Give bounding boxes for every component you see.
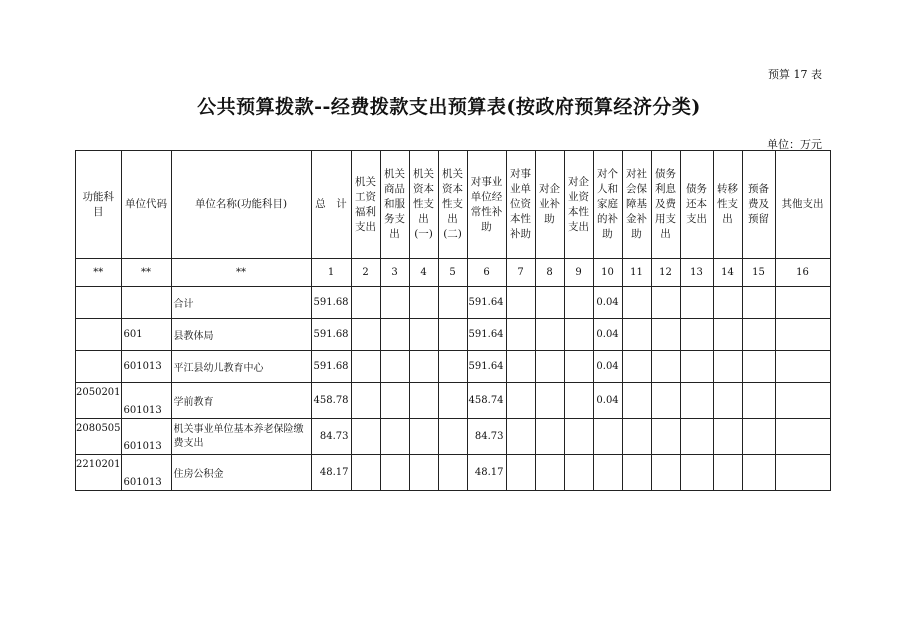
header-row — [76, 151, 831, 259]
header-cell: 债务 利息 及费 用支 出 — [651, 151, 680, 259]
header-cell: 单位代码 — [121, 151, 171, 259]
total-cell: 84.73 — [311, 419, 351, 455]
table-row — [76, 419, 831, 455]
personal-subsidy-cell — [593, 419, 622, 455]
unit-code-cell: 601013 — [121, 419, 171, 455]
index-cell: 10 — [593, 259, 622, 287]
total-cell: 458.78 — [311, 383, 351, 419]
unit-name-cell: 学前教育 — [171, 383, 311, 419]
func-code-cell — [76, 319, 122, 351]
total-cell: 591.68 — [311, 351, 351, 383]
subsidy-cell: 458.74 — [467, 383, 506, 419]
total-cell: 48.17 — [311, 455, 351, 491]
func-code-cell: 2210201 — [76, 455, 122, 491]
unit-code-cell: 601013 — [121, 383, 171, 419]
unit-code-cell: 601013 — [121, 351, 171, 383]
header-cell: 机关 工资 福利 支出 — [351, 151, 380, 259]
func-code-cell — [76, 351, 122, 383]
subsidy-cell: 591.64 — [467, 319, 506, 351]
func-code-cell: 2050201 — [76, 383, 122, 419]
header-cell: 对事 业单位资 本性 补助 — [506, 151, 535, 259]
index-cell: 16 — [775, 259, 830, 287]
header-cell: 机关 商品 和服 务支 出 — [380, 151, 409, 259]
index-cell: 1 — [311, 259, 351, 287]
table-number: 预算 17 表 — [768, 68, 822, 81]
header-cell: 单位名称(功能科目) — [171, 151, 311, 259]
index-cell: ** — [121, 259, 171, 287]
unit-name-cell: 机关事业单位基本养老保险缴费支出 — [171, 419, 311, 455]
header-cell: 对社 会保 障基 金补 助 — [622, 151, 651, 259]
index-cell: 6 — [467, 259, 506, 287]
index-cell: 13 — [680, 259, 713, 287]
personal-subsidy-cell: 0.04 — [593, 383, 622, 419]
budget-table — [75, 150, 831, 491]
func-code-cell: 2080505 — [76, 419, 122, 455]
index-cell: 2 — [351, 259, 380, 287]
index-cell: 14 — [713, 259, 742, 287]
index-cell: 9 — [564, 259, 593, 287]
table-row — [76, 383, 831, 419]
header-cell: 其他支出 — [775, 151, 830, 259]
page-title: 公共预算拨款--经费拨款支出预算表(按政府预算经济分类) — [197, 96, 701, 118]
header-cell: 对企 业资 本性 支出 — [564, 151, 593, 259]
unit-code-cell — [121, 287, 171, 319]
index-cell: 4 — [409, 259, 438, 287]
unit-code-cell: 601013 — [121, 455, 171, 491]
header-cell: 机关 资本 性支 出 (一) — [409, 151, 438, 259]
func-code-cell — [76, 287, 122, 319]
header-cell: 机关 资本 性支 出 (二) — [438, 151, 467, 259]
index-cell: 11 — [622, 259, 651, 287]
unit-label: 单位：万元 — [767, 138, 822, 151]
header-cell: 对个 人和 家庭 的补 助 — [593, 151, 622, 259]
unit-name-cell: 合计 — [171, 287, 311, 319]
total-cell: 591.68 — [311, 287, 351, 319]
personal-subsidy-cell: 0.04 — [593, 319, 622, 351]
subsidy-cell: 48.17 — [467, 455, 506, 491]
personal-subsidy-cell: 0.04 — [593, 351, 622, 383]
index-cell: ** — [76, 259, 122, 287]
index-cell: 3 — [380, 259, 409, 287]
subsidy-cell: 591.64 — [467, 287, 506, 319]
index-cell: 15 — [742, 259, 775, 287]
unit-code-cell: 601 — [121, 319, 171, 351]
header-cell: 债务 还本 支出 — [680, 151, 713, 259]
index-cell: 7 — [506, 259, 535, 287]
index-row — [76, 259, 831, 287]
table-row — [76, 351, 831, 383]
unit-name-cell: 县教体局 — [171, 319, 311, 351]
header-cell: 预备 费及 预留 — [742, 151, 775, 259]
table-row — [76, 455, 831, 491]
table-row — [76, 287, 831, 319]
personal-subsidy-cell: 0.04 — [593, 287, 622, 319]
index-cell: 12 — [651, 259, 680, 287]
personal-subsidy-cell — [593, 455, 622, 491]
index-cell: ** — [171, 259, 311, 287]
subsidy-cell: 84.73 — [467, 419, 506, 455]
header-cell: 总 计 — [311, 151, 351, 259]
header-cell: 功能科 目 — [76, 151, 122, 259]
index-cell: 8 — [535, 259, 564, 287]
header-cell: 对企 业补 助 — [535, 151, 564, 259]
index-cell: 5 — [438, 259, 467, 287]
table-row — [76, 319, 831, 351]
total-cell: 591.68 — [311, 319, 351, 351]
header-cell: 转移 性支 出 — [713, 151, 742, 259]
unit-name-cell: 住房公积金 — [171, 455, 311, 491]
subsidy-cell: 591.64 — [467, 351, 506, 383]
header-cell: 对事业 单位经 常性补 助 — [467, 151, 506, 259]
unit-name-cell: 平江县幼儿教育中心 — [171, 351, 311, 383]
